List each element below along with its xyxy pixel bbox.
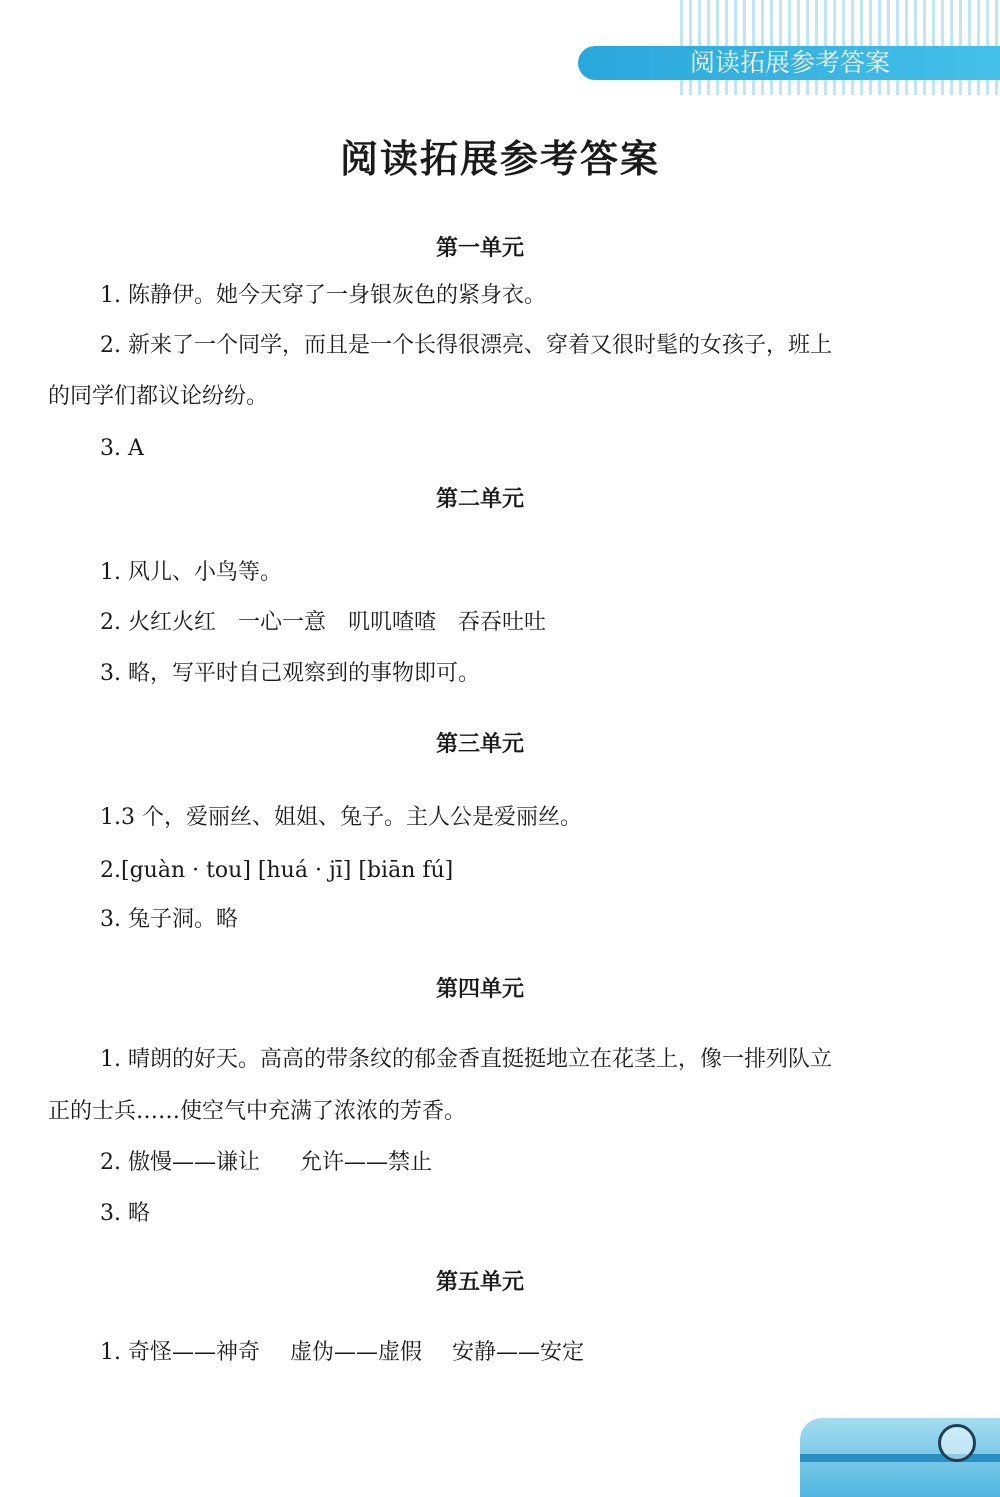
unit-heading: 第五单元 <box>435 1270 524 1295</box>
page-title: 阅读拓展参考答案 <box>339 137 660 181</box>
answer-text: 虚伪——虚假 <box>289 1340 422 1365</box>
answer-line: 3. 略 <box>100 1201 150 1226</box>
unit-heading: 第二单元 <box>435 487 524 512</box>
answer-text: 1. 奇怪——神奇 <box>100 1340 260 1365</box>
answer-text: 2. 傲慢——谦让 <box>100 1150 260 1175</box>
answer-line: 2.[guàn · tou] [huá · jī] [biān fú] <box>100 858 454 883</box>
answer-line: 3. 兔子洞。略 <box>100 907 238 932</box>
answer-text: 允许——禁止 <box>299 1150 432 1175</box>
answer-line: 1. 风儿、小鸟等。 <box>100 560 282 585</box>
unit-heading: 第一单元 <box>435 236 524 261</box>
answer-line <box>100 608 546 638</box>
header-tab-label: 阅读拓展参考答案 <box>690 48 891 77</box>
answer-line: 3. 略，写平时自己观察到的事物即可。 <box>100 661 480 686</box>
answer-text: 安静——安定 <box>452 1340 585 1365</box>
corner-decoration <box>800 1418 1000 1497</box>
answer-line: 3. A <box>100 436 144 461</box>
answer-line: 1.3 个，爱丽丝、姐姐、兔子。主人公是爱丽丝。 <box>100 805 582 830</box>
answer-line: 的同学们都议论纷纷。 <box>48 384 269 409</box>
answer-text: 2. 火红火红 <box>100 610 216 635</box>
answer-text: 叽叽喳喳 <box>348 610 437 635</box>
unit-heading: 第四单元 <box>435 977 524 1002</box>
answer-line: 正的士兵……使空气中充满了浓浓的芳香。 <box>48 1099 467 1124</box>
answer-text: 一心一意 <box>237 610 326 635</box>
answer-line: 1. 陈静伊。她今天穿了一身银灰色的紧身衣。 <box>100 283 546 308</box>
answer-line: 1. 晴朗的好天。高高的带条纹的郁金香直挺挺地立在花茎上，像一排列队立 <box>100 1047 832 1072</box>
answer-text: 吞吞吐吐 <box>458 610 547 635</box>
answer-line <box>100 1338 584 1368</box>
circle-icon <box>938 1424 976 1462</box>
header-tab <box>578 46 1000 80</box>
answer-line <box>100 1148 432 1178</box>
unit-heading: 第三单元 <box>435 732 524 757</box>
answer-line: 2. 新来了一个同学，而且是一个长得很漂亮、穿着又很时髦的女孩子，班上 <box>100 333 832 358</box>
